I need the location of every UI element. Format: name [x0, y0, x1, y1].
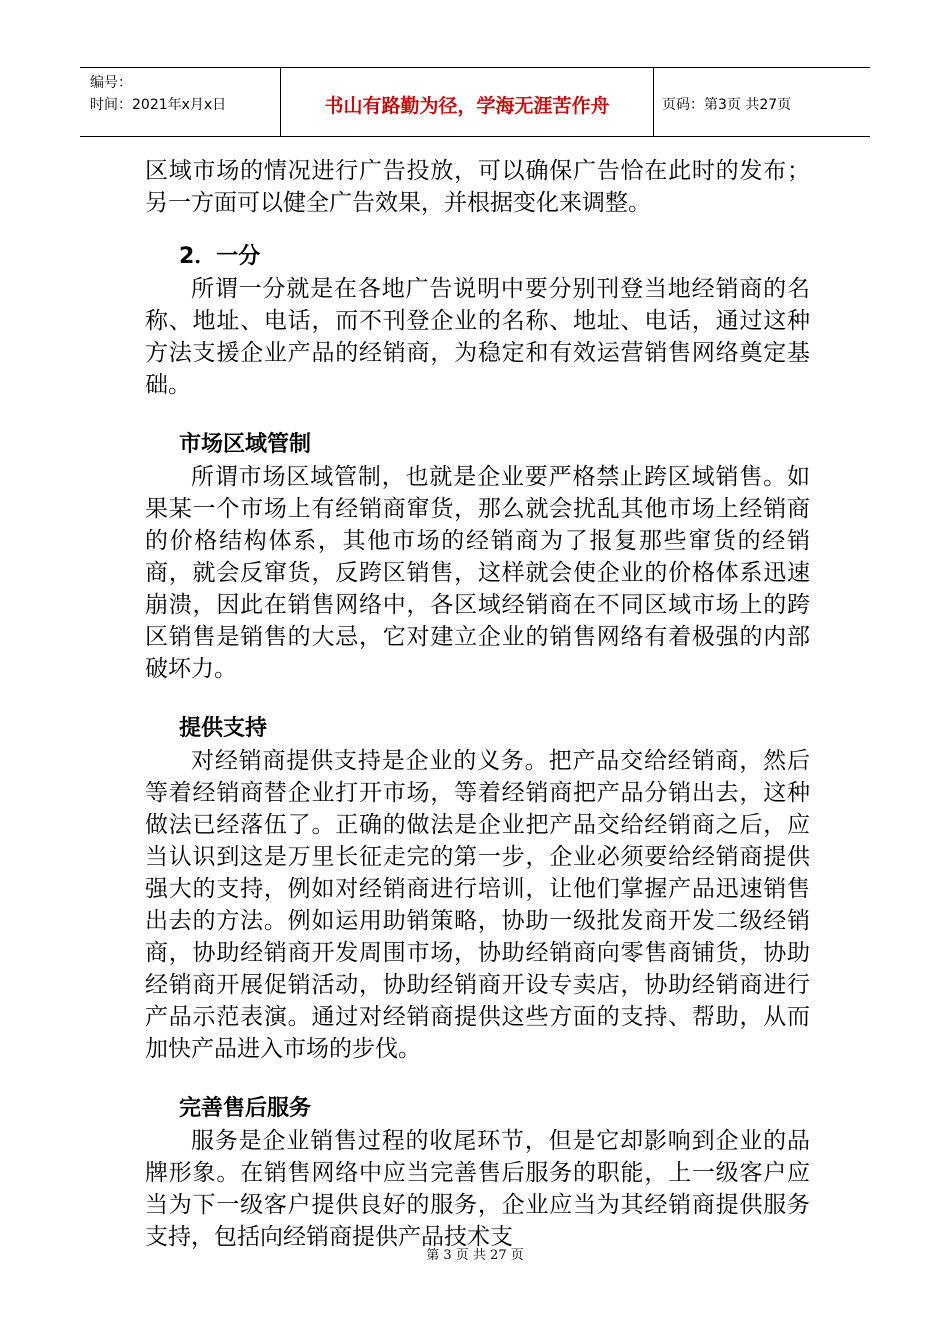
header-time-label: 时间：2021年x月x日: [90, 97, 227, 113]
paragraph-market-control: 所谓市场区域管制，也就是企业要严格禁止跨区域销售。如果某一个市场上有经销商窜货，那么就会扰乱其他市场上经销商的价格结构体系，其他市场的经销商为了报复那些窜货的经销商，就会反窜货，反跨区销售，这样就会使企业的价格体系迅速崩溃，因此在销售网络中，各区域经销商在不同区域市场上的跨区销售是销售的大忌，它对建立企业的销售网络有着极强的内部破坏力。: [145, 464, 810, 682]
paragraph-yifen: 所谓一分就是在各地广告说明中要分别刊登当地经销商的名称、地址、电话，而不刊登企业的名称、地址、电话，通过这种方法支援企业产品的经销商，为稳定和有效运营销售网络奠定基础。: [145, 276, 810, 398]
page-footer: 第 3 页 共 27 页: [426, 1248, 524, 1263]
paragraph-support: 对经销商提供支持是企业的义务。把产品交给经销商，然后等着经销商替企业打开市场，等着经销商把产品分销出去，这种做法已经落伍了。正确的做法是企业把产品交给经销商之后，应当认识到这是万里长征走完的第一步，企业必须要给经销商提供强大的支持，例如对经销商进行培训，让他们掌握产品迅速销售出去的方法。例如运用助销策略，协助一级批发商开发二级经销商，协助经销商开发周围市场，协助经销商向零售商铺货，协助经销商开展促销活动，协助经销商开设专卖店，协助经销商进行产品示范表演。通过对经销商提供这些方面的支持、帮助，从而加快产品进入市场的步伐。: [145, 748, 810, 1062]
heading-support: 提供支持: [179, 716, 268, 741]
header-page-info: 页码：第3页 共27页: [662, 97, 792, 113]
heading-market-control: 市场区域管制: [179, 432, 312, 457]
document-body: [145, 155, 810, 1253]
header-meta: [80, 68, 281, 136]
heading-yifen: 2．一分: [179, 244, 261, 269]
paragraph-intro: 区域市场的情况进行广告投放，可以确保广告恰在此时的发布；另一方面可以健全广告效果，并根据变化来调整。: [145, 158, 810, 216]
header-number-label: 编号：: [90, 75, 132, 91]
header-motto: 书山有路勤为径，学海无涯苦作舟: [281, 68, 654, 136]
paragraph-after-sales: 服务是企业销售过程的收尾环节，但是它却影响到企业的品牌形象。在销售网络中应当完善售后服务的职能，上一级客户应当为下一级客户提供良好的服务，企业应当为其经销商提供服务支持，包括向经销商提供产品技术支: [145, 1128, 810, 1250]
page-header: [80, 67, 870, 137]
heading-after-sales: 完善售后服务: [179, 1096, 312, 1121]
